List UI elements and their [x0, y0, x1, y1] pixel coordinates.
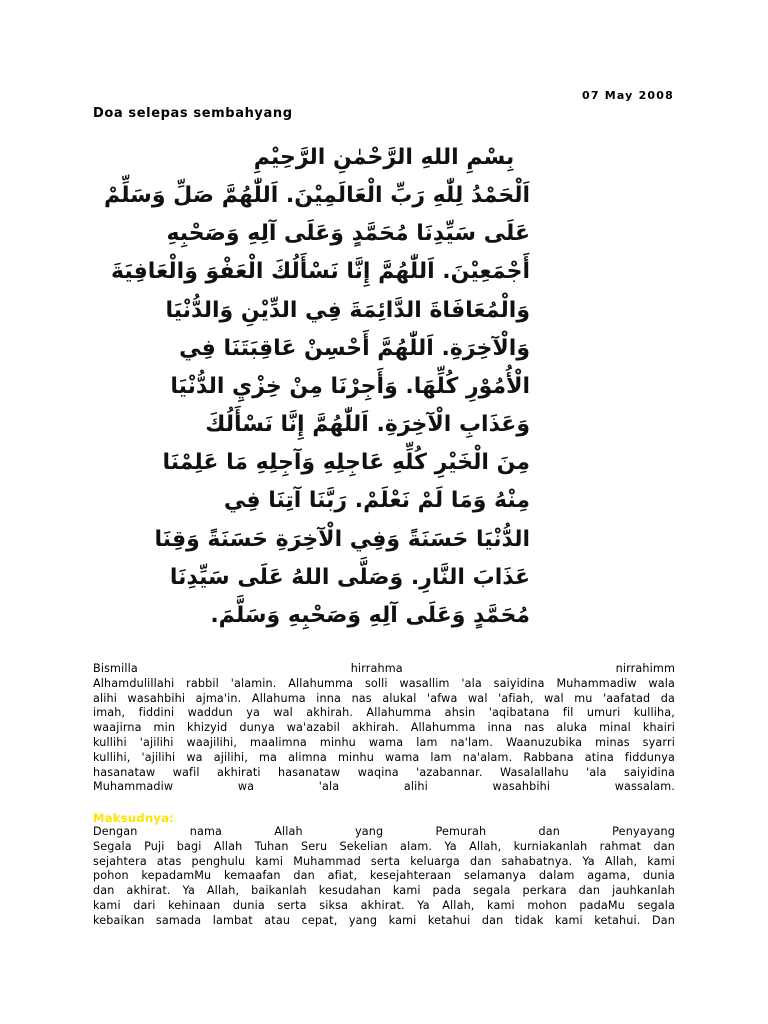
arabic-line: بِسْمِ اللهِ الرَّحْمٰنِ الرَّحِيْمِ [253, 145, 515, 170]
translation-line: sejahtera atas penghulu kami Muhammad serta keluarga dan sahabatnya. Ya Allah, kami [93, 854, 675, 868]
post-date: 07 May 2008 [582, 89, 674, 102]
arabic-line: أَجْمَعِيْنَ. اَللّٰهُمَّ إِنَّا نَسْأَلُكَ الْعَفْوَ وَالْعَافِيَةَ [111, 259, 530, 285]
arabic-line: وَالْمُعَافَاةَ الدَّائِمَةَ فِي الدِّيْنِ وَالدُّنْيَا [165, 297, 530, 323]
transliteration-line: imah, fiddini waddun ya wal akhirah. Allahumma ahsin 'aqibatana fil umuri kulliha, [93, 706, 675, 720]
meaning-heading: Maksudnya: [93, 811, 175, 825]
arabic-line: الدُّنْيَا حَسَنَةً وَفِي الْآخِرَةِ حَسَنَةً وَقِنَا [154, 526, 530, 552]
translation-paragraph [93, 825, 675, 929]
arabic-line: مِنَ الْخَيْرِ كُلِّهِ عَاجِلِهِ وَآجِلِهِ مَا عَلِمْنَا [162, 450, 530, 476]
transliteration-line: hasanataw wafil akhirati hasanataw waqina 'azabannar. Wasalallahu 'ala saiyidina [93, 765, 675, 779]
transliteration-line: kullihi 'ajilihi waajilihi, maalimna minhu wama lam na'lam. Waanuzubika minas syarri [93, 735, 675, 749]
page-title: Doa selepas sembahyang [93, 106, 293, 121]
transliteration-line: alihi wasahbihi ajma'in. Allahuma inna nas alukal 'afwa wal 'afiah, wal mu 'aafatad da [93, 691, 675, 705]
translation-line: dan akhirat. Ya Allah, baikanlah kesudahan kami pada segala perkara dan jauhkanlah [93, 884, 675, 898]
transliteration-line: Muhammadiw wa 'ala alihi wasahbihi wassalam. [93, 780, 675, 794]
translation-line: pohon kepadamMu kemaafan dan afiat, kesejahteraan selamanya dalam agama, dunia [93, 869, 675, 883]
arabic-line: مُحَمَّدٍ وَعَلَى آلِهِ وَصَحْبِهِ وَسَلَّمَ. [210, 602, 530, 628]
arabic-line: الْأُمُوْرِ كُلِّهَا. وَأَجِرْنَا مِنْ خِزْيِ الدُّنْيَا [170, 373, 530, 399]
translation-line: Segala Puji bagi Allah Tuhan Seru Sekelian alam. Ya Allah, kurniakanlah rahmat dan [93, 839, 675, 853]
translation-line: kebaikan samada lambat atau cepat, yang kami ketahui dan tidak kami ketahui. Dan [93, 913, 675, 927]
transliteration-paragraph [93, 662, 675, 795]
transliteration-line: kullihi, 'ajilihi wa ajilihi, ma alimna minhu wama lam na'alam. Rabbana atina fiddunya [93, 750, 675, 764]
translation-line: kami dari kehinaan dunia serta siksa akhirat. Ya Allah, kami mohon padaMu segala [93, 898, 675, 912]
arabic-prayer-image [103, 140, 530, 636]
arabic-line: وَالْآخِرَةِ. اَللّٰهُمَّ أَحْسِنْ عَاقِبَتَنَا فِي [179, 335, 530, 361]
translation-line: Dengan nama Allah yang Pemurah dan Penyayang [93, 825, 675, 838]
arabic-line: وَعَذَابِ الْآخِرَةِ. اَللّٰهُمَّ إِنَّا نَسْأَلُكَ [205, 412, 530, 438]
arabic-line: عَذَابَ النَّارِ. وَصَلَّى اللهُ عَلَى سَيِّدِنَا [169, 564, 530, 590]
arabic-line: عَلَى سَيِّدِنَا مُحَمَّدٍ وَعَلَى آلِهِ وَصَحْبِهِ [166, 221, 530, 247]
transliteration-line: waajirna min khizyid dunya wa'azabil akhirah. Allahumma inna nas aluka minal khairi [93, 721, 675, 735]
transliteration-line: Bismilla hirrahma nirrahimm [93, 662, 675, 675]
arabic-line: مِنْهُ وَمَا لَمْ نَعْلَمْ. رَبَّنَا آتِنَا فِي [223, 488, 530, 514]
transliteration-line: Alhamdulillahi rabbil 'alamin. Allahumma solli wasallim 'ala saiyidina Muhammadiw wala [93, 676, 675, 690]
arabic-line: اَلْحَمْدُ لِلّٰهِ رَبِّ الْعَالَمِيْنَ. اَللّٰهُمَّ صَلِّ وَسَلِّمْ [103, 183, 530, 209]
